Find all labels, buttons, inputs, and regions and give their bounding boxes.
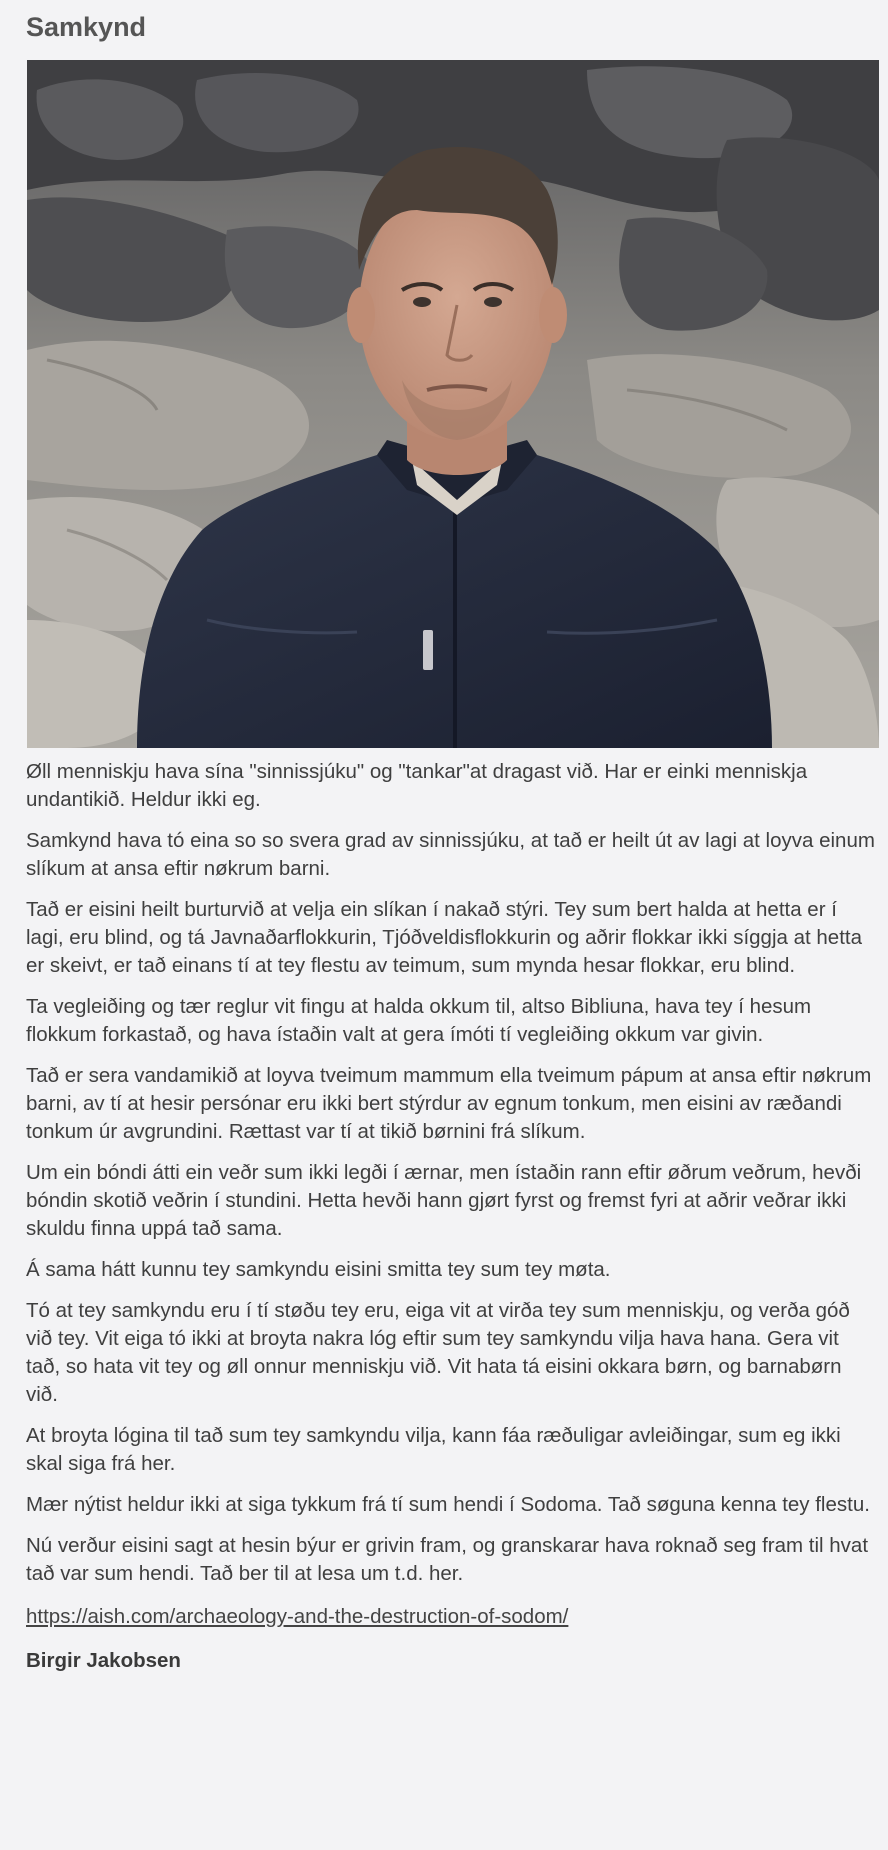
article-body	[26, 758, 878, 1675]
portrait-photo-graphic	[27, 60, 879, 748]
paragraph: Tað er eisini heilt burturvið at velja ein slíkan í nakað stýri. Tey sum bert halda at hetta er í lagi, eru blind, og tá Javnaðarflokkurin, Tjóðveldisflokkurin og aðrir flokkar ikki síggja at hetta er skeivt, er tað einans tí at tey flestu av teimum, sum mynda hesar flokkar, eru blind.	[26, 898, 862, 977]
page-title: Samkynd	[26, 12, 147, 42]
paragraph: Mær nýtist heldur ikki at siga tykkum frá tí sum hendi í Sodoma. Tað søguna kenna tey flestu.	[26, 1493, 870, 1516]
paragraph: Tað er sera vandamikið at loyva tveimum mammum ella tveimum pápum at ansa eftir nøkrum barni, av tí at hesir persónar eru ikki bert stýrdur av egnum tonkum, men eisini av ræðandi tonkum úr avgrundini. Rættast var tí at tikið børnini frá slíkum.	[26, 1064, 872, 1143]
paragraph: Ta vegleiðing og tær reglur vit fingu at halda okkum til, altso Bibliuna, hava tey í hesum flokkum forkastað, og hava ístaðin valt at gera ímóti tí vegleiðing okkum var givin.	[26, 995, 812, 1046]
paragraph: Øll menniskju hava sína "sinnissjúku" og "tankar"at dragast við. Har er einki menniskja undantikið. Heldur ikki eg.	[26, 760, 808, 811]
paragraph: Nú verður eisini sagt at hesin býur er grivin fram, og granskarar hava roknað seg fram til hvat tað var sum hendi. Tað ber til at lesa um t.d. her.	[26, 1534, 869, 1585]
portrait-photo	[27, 60, 879, 748]
paragraph: At broyta lógina til tað sum tey samkyndu vilja, kann fáa ræðuligar avleiðingar, sum eg ikki skal siga frá her.	[26, 1424, 841, 1475]
paragraph: Tó at tey samkyndu eru í tí støðu tey eru, eiga vit at virða tey sum menniskju, og verða góð við tey. Vit eiga tó ikki at broyta nakra lóg eftir sum tey samkyndu vilja hava hana. Gera vit tað, so hata vit tey og øll onnur menniskju við. Vit hata tá eisini okkara børn, og barnabørn við.	[26, 1299, 850, 1406]
paragraph: Á sama hátt kunnu tey samkyndu eisini smitta tey sum tey møta.	[26, 1258, 611, 1281]
paragraph: Samkynd hava tó eina so so svera grad av sinnissjúku, at tað er heilt út av lagi at loyva einum slíkum at ansa eftir nøkrum barni.	[26, 829, 875, 880]
paragraph: Um ein bóndi átti ein veðr sum ikki legði í ærnar, men ístaðin rann eftir øðrum veðrum, hevði bóndin skotið veðrin í stundini. Hetta hevði hann gjørt fyrst og fremst fyri at aðrir veðrar ikki skuldu finna uppá tað sama.	[26, 1161, 862, 1240]
source-link[interactable]: https://aish.com/archaeology-and-the-destruction-of-sodom/	[26, 1605, 569, 1628]
author-name: Birgir Jakobsen	[26, 1649, 181, 1672]
